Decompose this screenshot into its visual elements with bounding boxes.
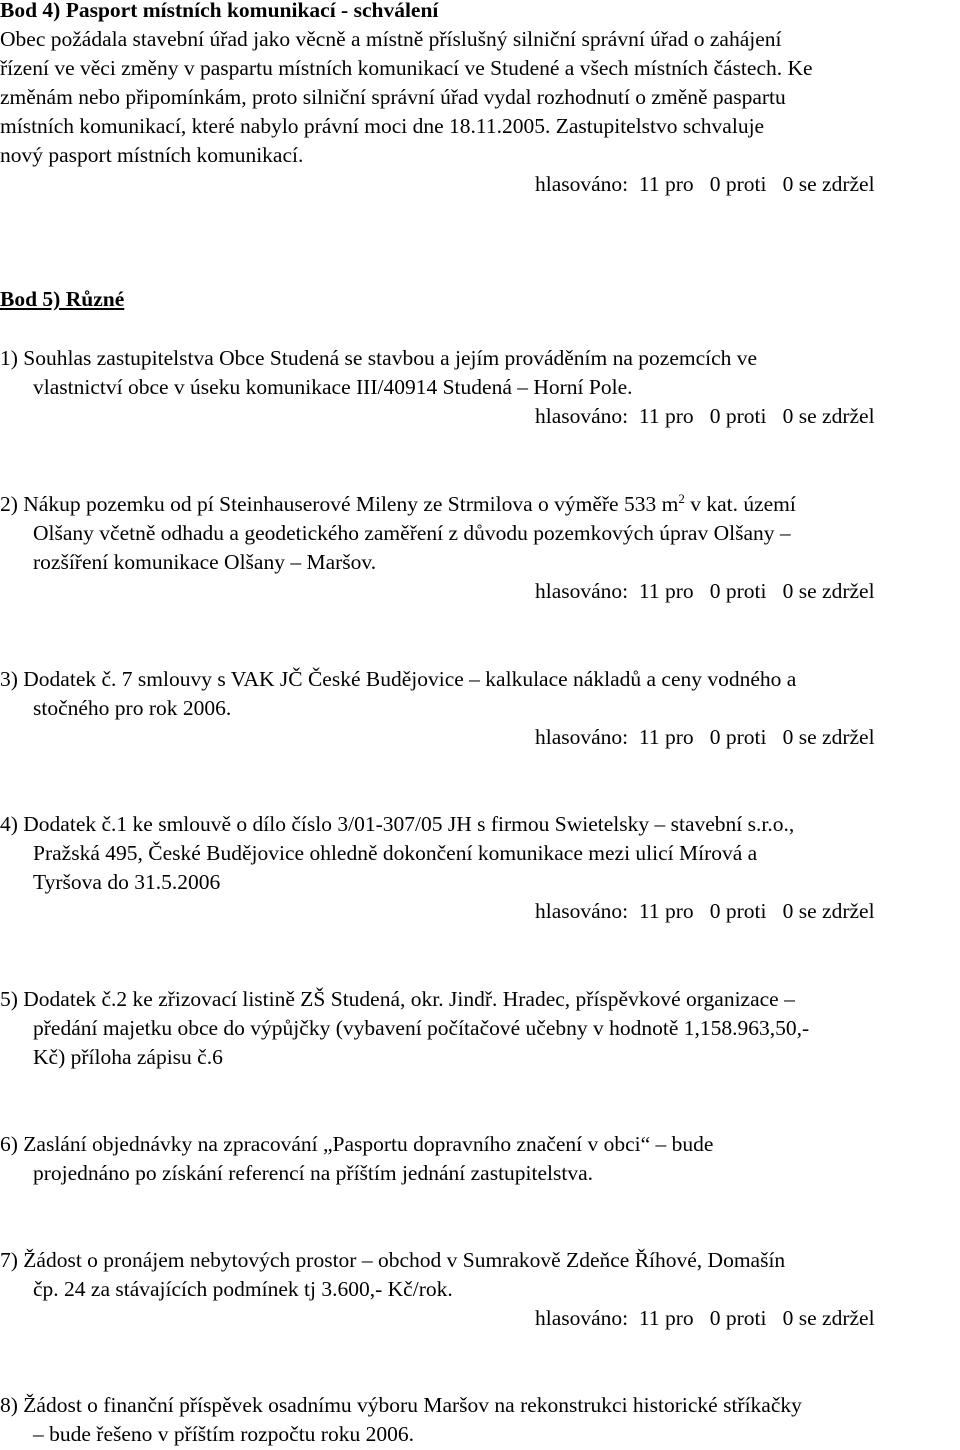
item5-line: 5) Dodatek č.2 ke zřizovací listině ZŠ Studená, okr. Jindř. Hradec, příspěvkové organizace – xyxy=(0,987,795,1011)
item4-vote-result: hlasováno: 11 pro 0 proti 0 se zdržel xyxy=(535,899,875,923)
bod4-vote-result: hlasováno: 11 pro 0 proti 0 se zdržel xyxy=(535,172,875,196)
item7-line: 7) Žádost o pronájem nebytových prostor – obchod v Sumrakově Zdeňce Říhové, Domašín xyxy=(0,1248,786,1272)
item4-line: Tyršova do 31.5.2006 xyxy=(33,870,221,894)
item4-line: 4) Dodatek č.1 ke smlouvě o dílo číslo 3/01-307/05 JH s firmou Swietelsky – stavební s.r.o., xyxy=(0,812,795,836)
bod5-title: Bod 5) Různé xyxy=(0,287,125,311)
superscript-2: 2 xyxy=(678,491,685,506)
item2-line: rozšíření komunikace Olšany – Maršov. xyxy=(33,550,377,574)
item5-line: Kč) příloha zápisu č.6 xyxy=(33,1045,223,1069)
item3-vote-result: hlasováno: 11 pro 0 proti 0 se zdržel xyxy=(535,725,875,749)
item2-vote-result: hlasováno: 11 pro 0 proti 0 se zdržel xyxy=(535,579,875,603)
item6-line: projednáno po získání referencí na příštím jednání zastupitelstva. xyxy=(33,1161,594,1185)
item2-text-start: 2) Nákup pozemku od pí Steinhauserové Mileny ze Strmilova o výměře 533 m xyxy=(0,492,679,516)
bod4-text-line: nový pasport místních komunikací. xyxy=(0,143,304,167)
bod4-text-line: změnám nebo připomínkám, proto silniční správní úřad vydal rozhodnutí o změně paspartu xyxy=(0,85,786,109)
bod4-text-line: Obec požádala stavební úřad jako věcně a místně příslušný silniční správní úřad o zahájení xyxy=(0,27,782,51)
item2-line xyxy=(0,491,796,516)
item8-line: 8) Žádost o finanční příspěvek osadnímu výboru Maršov na rekonstrukci historické stříkačky xyxy=(0,1393,802,1417)
item1-line: vlastnictví obce v úseku komunikace III/40914 Studená – Horní Pole. xyxy=(33,375,633,399)
item8-line: – bude řešeno v příštím rozpočtu roku 2006. xyxy=(33,1422,414,1446)
item5-line: předání majetku obce do výpůjčky (vybavení počítačové učebny v hodnotě 1,158.963,50,- xyxy=(33,1016,810,1040)
item2-text-end: v kat. území xyxy=(684,492,796,516)
bod4-title: Bod 4) Pasport místních komunikací - schválení xyxy=(0,0,439,22)
bod4-text-line: řízení ve věci změny v paspartu místních komunikací ve Studené a všech místních částech. Ke xyxy=(0,56,813,80)
item7-vote-result: hlasováno: 11 pro 0 proti 0 se zdržel xyxy=(535,1306,875,1330)
item1-line: 1) Souhlas zastupitelstva Obce Studená se stavbou a jejím prováděním na pozemcích ve xyxy=(0,346,758,370)
item3-line: 3) Dodatek č. 7 smlouvy s VAK JČ České Budějovice – kalkulace nákladů a ceny vodného a xyxy=(0,667,797,691)
item3-line: stočného pro rok 2006. xyxy=(33,696,232,720)
item7-line: čp. 24 za stávajících podmínek tj 3.600,- Kč/rok. xyxy=(33,1277,453,1301)
item1-vote-result: hlasováno: 11 pro 0 proti 0 se zdržel xyxy=(535,404,875,428)
bod4-text-line: místních komunikací, které nabylo právní moci dne 18.11.2005. Zastupitelstvo schvaluje xyxy=(0,114,765,138)
item6-line: 6) Zaslání objednávky na zpracování „Pasportu dopravního značení v obci“ – bude xyxy=(0,1132,714,1156)
item2-line: Olšany včetně odhadu a geodetického zaměření z důvodu pozemkových úprav Olšany – xyxy=(33,521,791,545)
item4-line: Pražská 495, České Budějovice ohledně dokončení komunikace mezi ulicí Mírová a xyxy=(33,841,758,865)
